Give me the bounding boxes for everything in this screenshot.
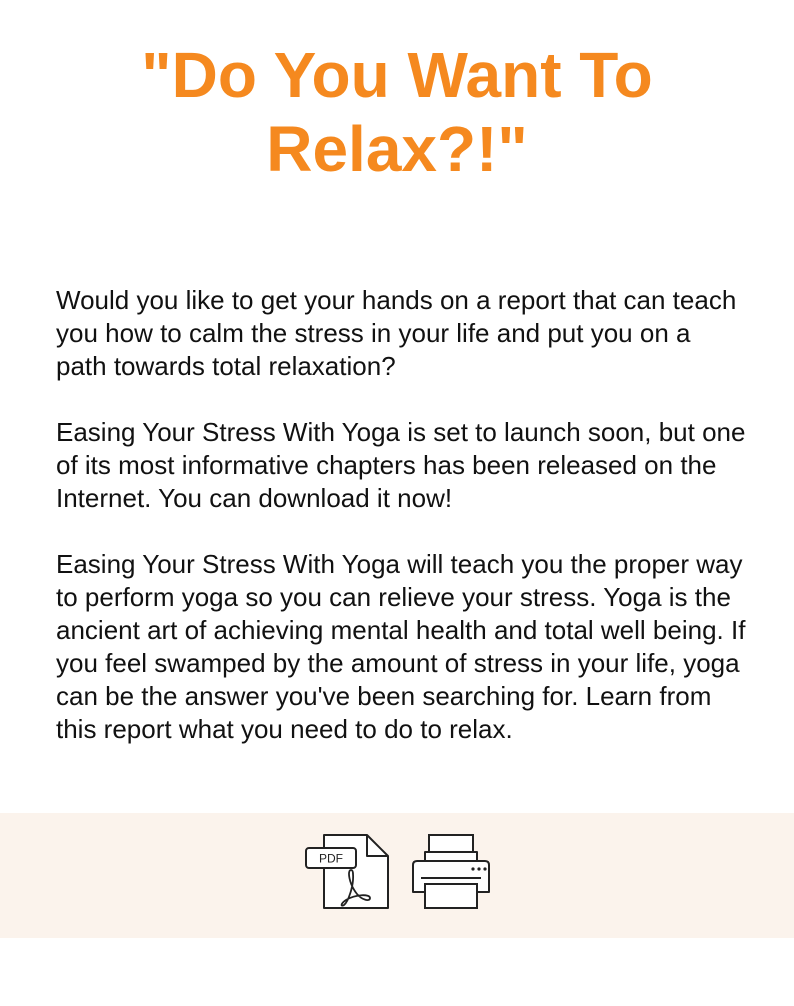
paragraph-launch: Easing Your Stress With Yoga is set to launch soon, but one of its most informative chapters has been released on the Internet. You can download it now!	[56, 417, 746, 513]
printer-icon[interactable]	[411, 834, 491, 910]
pdf-label: PDF	[319, 851, 343, 866]
pdf-icon[interactable]	[304, 834, 390, 910]
paragraph-details: Easing Your Stress With Yoga will teach you the proper way to perform yoga so you can relieve your stress. Yoga is the ancient art of achieving mental health and total well being. If you feel swamped by the amount of stress in your life, yoga can be the answer you've been searching for. Learn from this report what you need to do to relax.	[56, 549, 746, 744]
footer-band	[0, 813, 794, 938]
paragraph-intro: Would you like to get your hands on a report that can teach you how to calm the stress in your life and put you on a path towards total relaxation?	[56, 285, 737, 381]
page-title: "Do You Want To Relax?!"	[141, 39, 653, 185]
document-body	[56, 284, 746, 779]
